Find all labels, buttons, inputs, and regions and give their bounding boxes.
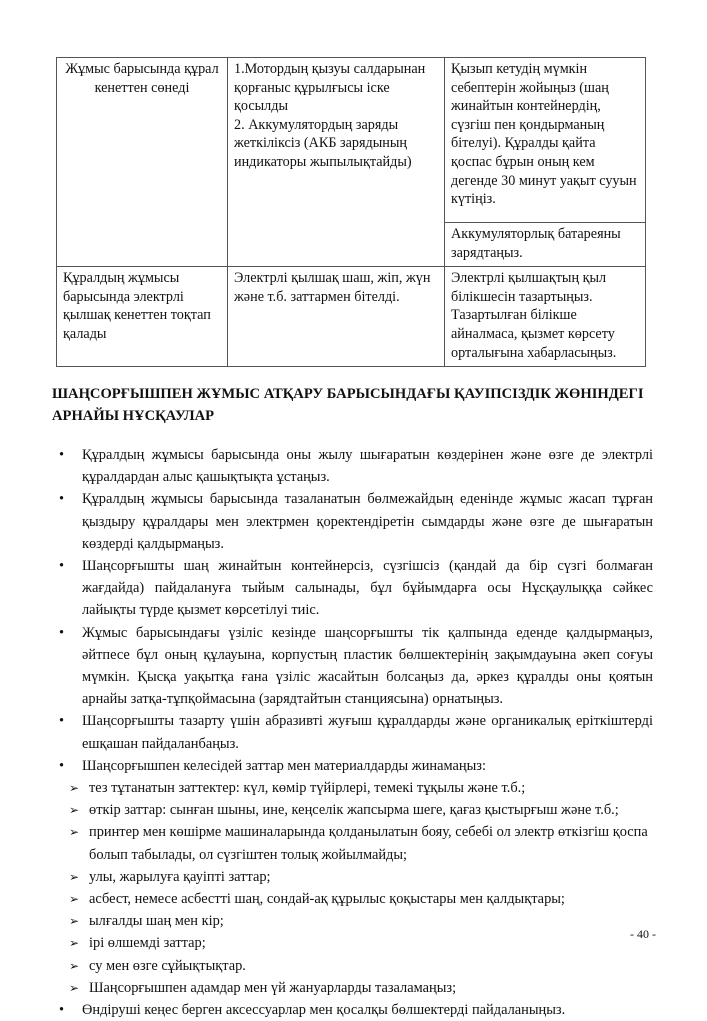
sub-list-item (52, 777, 653, 799)
arrow-bullet-icon: ➢ (69, 781, 80, 796)
sub-item-text: принтер мен көшірме машиналарында қолданылатын бояу, себебі ол электр өткізгіш қоспа болып табылады, ол сүзгіштен толық жойылмайды; (89, 824, 648, 863)
bullet-icon: • (59, 713, 65, 730)
arrow-bullet-icon: ➢ (69, 936, 80, 951)
sub-item-text: су мен өзге сұйықтықтар. (89, 957, 246, 974)
list-item (52, 622, 653, 711)
instructions-list (52, 444, 653, 1021)
bullet-icon: • (59, 558, 65, 575)
list-item-text: Шаңсорғышпен келесідей заттар мен материалдарды жинамаңыз: (82, 757, 486, 774)
bullet-icon: • (59, 624, 65, 641)
sub-list-item (52, 888, 653, 910)
sub-item-text: тез тұтанатын заттектер: күл, көмір түйірлері, темекі тұқылы және т.б.; (89, 780, 526, 797)
cause-cell: Электрлі қылшақ шаш, жіп, жүн және т.б. заттармен бітелді. (228, 267, 445, 367)
sub-list (69, 777, 653, 999)
list-item-text: Өндіруші кеңес берген аксессуарлар мен қосалқы бөлшектерді пайдаланыңыз. (82, 1002, 566, 1019)
sub-list-item (52, 910, 653, 932)
sub-list-item (52, 821, 653, 865)
sub-item-text: Шаңсорғышпен адамдар мен үй жануарларды тазаламаңыз; (89, 979, 457, 996)
arrow-bullet-icon: ➢ (69, 914, 80, 929)
list-item-text: Құралдың жұмысы барысында тазаланатын бөлмежайдың еденінде жұмыс жасап тұрған қыздыру құралдары мен электрмен қоректендіретін сымдарды және өзге де шығаратын көздерді қалдырмаңыз. (82, 491, 653, 552)
arrow-bullet-icon: ➢ (69, 803, 80, 818)
list-item (52, 444, 653, 488)
problem-cell: Жұмыс барысында құрал кенеттен сөнеді (57, 58, 228, 267)
list-item-text: Құралдың жұмысы барысында оны жылу шығаратын көздерінен және өзге де электрлі құралдардан алыс қашықтықта ұстаңыз. (82, 447, 653, 486)
cause-line: 2. Аккумулятордың заряды жеткіліксіз (АКБ зарядының индикаторы жыпылықтайды) (234, 116, 412, 170)
list-item (52, 755, 653, 999)
cause-line: 1.Мотордың қызуы салдарынан қорғаныс құрылғысы іске қосылды (234, 61, 426, 115)
problem-cell: Құралдың жұмысы барысында электрлі қылшақ кенеттен тоқтап қалады (57, 267, 228, 367)
list-item-text: Шаңсорғышты шаң жинайтын контейнерсіз, сүзгішсіз (қандай да бір сүзгі болмаған жағдайда) пайдалануға тыйым салынады, бұл бұйымдарға осы Нұсқаулыққа сәйкес лайықты түрде қызмет көрсетілуі тиіс. (82, 558, 653, 619)
bullet-icon: • (59, 491, 65, 508)
table-row (57, 58, 646, 223)
list-item-text: Жұмыс барысындағы үзіліс кезінде шаңсорғышты тік қалпында еденде қалдырмаңыз, әйтпесе бұл оның құлауына, корпустың пластик бөлшектерінің зақымдауына әкеп соғуы мүмкін. Қысқа уақытқа ғана үзіліс жасайтын болсаңыз да, әркез құралды оны қоятын арнайы затқа-тұпқоймасына (зарядтайтын станциясына) орнатыңыз. (82, 624, 653, 708)
sub-list-item (52, 955, 653, 977)
list-item (52, 710, 653, 754)
arrow-bullet-icon: ➢ (69, 869, 80, 884)
solution-cell: Қызып кетудің мүмкін себептерін жойыңыз (шаң жинайтын контейнердің, сүзгіш пен қондырманың бітелуі). Құралды қайта қоспас бұрын оның кем дегенде 30 минут уақыт сууын күтіңіз. (445, 58, 646, 223)
page-number: - 40 - (630, 927, 656, 941)
arrow-bullet-icon: ➢ (69, 825, 80, 840)
list-item (52, 488, 653, 555)
list-item (52, 555, 653, 622)
arrow-bullet-icon: ➢ (69, 980, 80, 995)
sub-item-text: асбест, немесе асбестті шаң, сондай-ақ құрылыс қоқыстары мен қалдықтары; (89, 891, 565, 908)
sub-item-text: ылғалды шаң мен кір; (89, 913, 224, 930)
section-heading: ШАҢСОРҒЫШПЕН ЖҰМЫС АТҚАРУ БАРЫСЫНДАҒЫ ҚАУІПСІЗДІК ЖӨНІНДЕГІ АРНАЙЫ НҰСҚАУЛАР (52, 386, 644, 424)
arrow-bullet-icon: ➢ (69, 892, 80, 907)
table-row (57, 267, 646, 367)
arrow-bullet-icon: ➢ (69, 958, 80, 973)
list-item (52, 999, 653, 1021)
sub-list-item (52, 866, 653, 888)
sub-list-item (52, 932, 653, 954)
sub-list-item (52, 977, 653, 999)
troubleshooting-table (56, 57, 646, 367)
bullet-icon: • (59, 1002, 65, 1019)
cause-cell (228, 58, 445, 267)
bullet-icon: • (59, 757, 65, 774)
solution-cell: Электрлі қылшақтың қыл білікшесін тазартыңыз. Тазартылған білікше айналмаса, қызмет көрсету орталығына хабарласыңыз. (445, 267, 646, 367)
solution-cell: Аккумуляторлық батареяны зарядтаңыз. (445, 223, 646, 267)
sub-item-text: ірі өлшемді заттар; (89, 935, 206, 952)
list-item-text: Шаңсорғышты тазарту үшін абразивті жуғыш құралдарды және органикалық еріткіштерді ешқашан пайдаланбаңыз. (82, 713, 653, 752)
bullet-icon: • (59, 447, 65, 463)
sub-item-text: өткір заттар: сынған шыны, ине, кеңселік жапсырма шеге, қағаз қыстырғыш және т.б.; (89, 802, 619, 819)
sub-item-text: улы, жарылуға қауіпті заттар; (89, 868, 271, 885)
sub-list-item (52, 799, 653, 821)
